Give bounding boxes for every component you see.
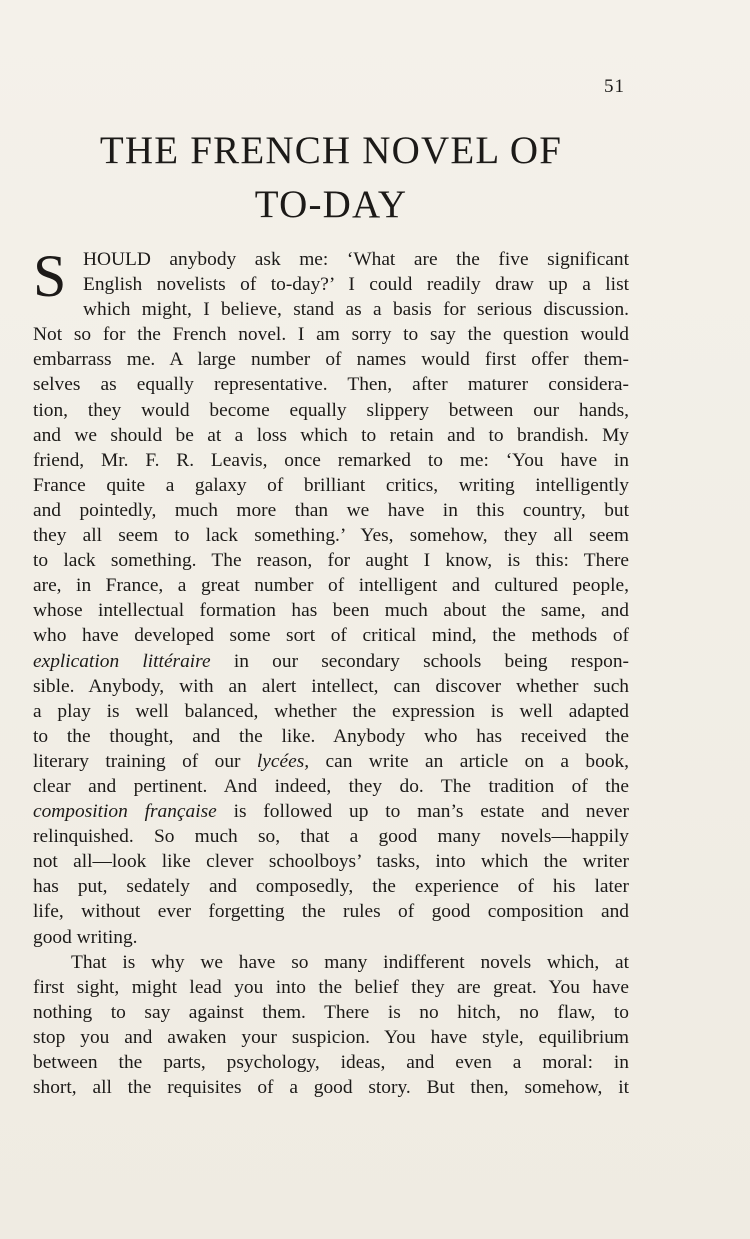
text-line bbox=[33, 473, 629, 498]
text-segment: has put, sedately and composedly, the experience of his later bbox=[33, 876, 629, 898]
text-segment: to the thought, and the like. Anybody who has received the bbox=[33, 725, 629, 747]
body-text bbox=[33, 243, 629, 1100]
text-line bbox=[33, 899, 629, 924]
italic-phrase: explication littéraire bbox=[33, 650, 211, 672]
text-segment: is followed up to man’s estate and never bbox=[216, 801, 629, 823]
text-line bbox=[33, 523, 629, 548]
page-number: 51 bbox=[604, 76, 625, 97]
text-line bbox=[33, 398, 629, 423]
text-segment: and we should be at a loss which to retain and to brandish. My bbox=[33, 424, 629, 446]
text-segment: clear and pertinent. And indeed, they do. The tradition of the bbox=[33, 775, 629, 797]
text-line bbox=[33, 423, 629, 448]
text-line bbox=[33, 649, 629, 674]
text-segment: embarrass me. A large number of names would first offer them- bbox=[33, 349, 629, 371]
text-line bbox=[33, 247, 629, 272]
italic-phrase: lycées, bbox=[256, 750, 310, 772]
text-line bbox=[33, 975, 629, 1000]
text-line bbox=[33, 372, 629, 397]
text-segment: good writing. bbox=[33, 926, 138, 948]
text-line bbox=[33, 950, 629, 975]
text-segment: between the parts, psychology, ideas, and even a moral: in bbox=[33, 1052, 629, 1073]
text-segment: which might, I believe, stand as a basis for serious discussion. bbox=[83, 299, 629, 321]
text-line bbox=[33, 498, 629, 523]
text-segment: nothing to say against them. There is no hitch, no flaw, to bbox=[33, 1001, 629, 1023]
text-line bbox=[33, 347, 629, 372]
text-segment: are, in France, a great number of intelligent and cultured people, bbox=[33, 575, 629, 597]
text-line bbox=[33, 272, 629, 297]
text-segment: tion, they would become equally slippery between our hands, bbox=[33, 399, 629, 421]
paragraph bbox=[33, 950, 629, 1101]
text-line bbox=[33, 699, 629, 724]
text-line bbox=[33, 1000, 629, 1025]
text-line bbox=[33, 849, 629, 874]
text-segment: to lack something. The reason, for aught I know, is this: There bbox=[33, 550, 629, 572]
text-segment: relinquished. So much so, that a good many novels—happily bbox=[33, 826, 629, 848]
text-segment: stop you and awaken your suspicion. You have style, equilibrium bbox=[33, 1026, 629, 1048]
text-segment: in our secondary schools being respon- bbox=[210, 650, 629, 672]
text-segment: HOULD anybody ask me: ‘What are the five significant bbox=[83, 249, 629, 270]
text-line bbox=[33, 724, 629, 749]
text-line bbox=[33, 1025, 629, 1050]
text-segment: friend, Mr. F. R. Leavis, once remarked to me: ‘You have in bbox=[33, 449, 629, 471]
text-line bbox=[33, 1050, 629, 1075]
text-line bbox=[33, 824, 629, 849]
chapter-title-line: THE FRENCH NOVEL OF bbox=[99, 129, 563, 172]
text-segment: first sight, might lead you into the belief they are great. You have bbox=[33, 976, 629, 998]
chapter-title bbox=[33, 124, 629, 232]
text-segment: and pointedly, much more than we have in this country, but bbox=[33, 499, 629, 521]
text-line bbox=[33, 448, 629, 473]
text-segment: they all seem to lack something.’ Yes, somehow, they all seem bbox=[33, 525, 629, 547]
text-segment: France quite a galaxy of brilliant critics, writing intelligently bbox=[33, 474, 629, 496]
text-segment: English novelists of to-day?’ I could readily draw up a list bbox=[83, 274, 629, 296]
text-line bbox=[33, 749, 629, 774]
text-segment: who have developed some sort of critical mind, the methods of bbox=[33, 625, 629, 647]
paragraph bbox=[33, 243, 629, 950]
text-segment: short, all the requisites of a good story. But then, somehow, it bbox=[33, 1077, 629, 1099]
drop-cap: S bbox=[33, 243, 67, 309]
text-line bbox=[33, 674, 629, 699]
text-line bbox=[33, 598, 629, 623]
text-segment: not all—look like clever schoolboys’ tasks, into which the writer bbox=[33, 851, 629, 873]
text-line bbox=[33, 799, 629, 824]
text-line bbox=[33, 573, 629, 598]
text-segment: Not so for the French novel. I am sorry to say the question would bbox=[33, 324, 629, 346]
text-line bbox=[33, 297, 629, 322]
text-segment: a play is well balanced, whether the expression is well adapted bbox=[33, 700, 629, 722]
text-segment: life, without ever forgetting the rules of good composition and bbox=[33, 901, 629, 923]
text-line bbox=[33, 548, 629, 573]
text-segment: whose intellectual formation has been much about the same, and bbox=[33, 600, 629, 622]
chapter-title-line: TO-DAY bbox=[254, 183, 408, 226]
text-line bbox=[33, 623, 629, 648]
text-segment: selves as equally representative. Then, after maturer considera- bbox=[33, 374, 629, 396]
text-segment: can write an article on a book, bbox=[309, 750, 629, 772]
text-segment: That is why we have so many indifferent novels which, at bbox=[71, 951, 629, 973]
text-segment: sible. Anybody, with an alert intellect, can discover whether such bbox=[33, 675, 629, 697]
text-line bbox=[33, 322, 629, 347]
text-line bbox=[33, 1075, 629, 1100]
italic-phrase: composition française bbox=[33, 801, 217, 823]
text-line bbox=[33, 774, 629, 799]
text-line bbox=[33, 925, 629, 950]
text-line bbox=[33, 874, 629, 899]
text-segment: literary training of our bbox=[33, 750, 257, 772]
